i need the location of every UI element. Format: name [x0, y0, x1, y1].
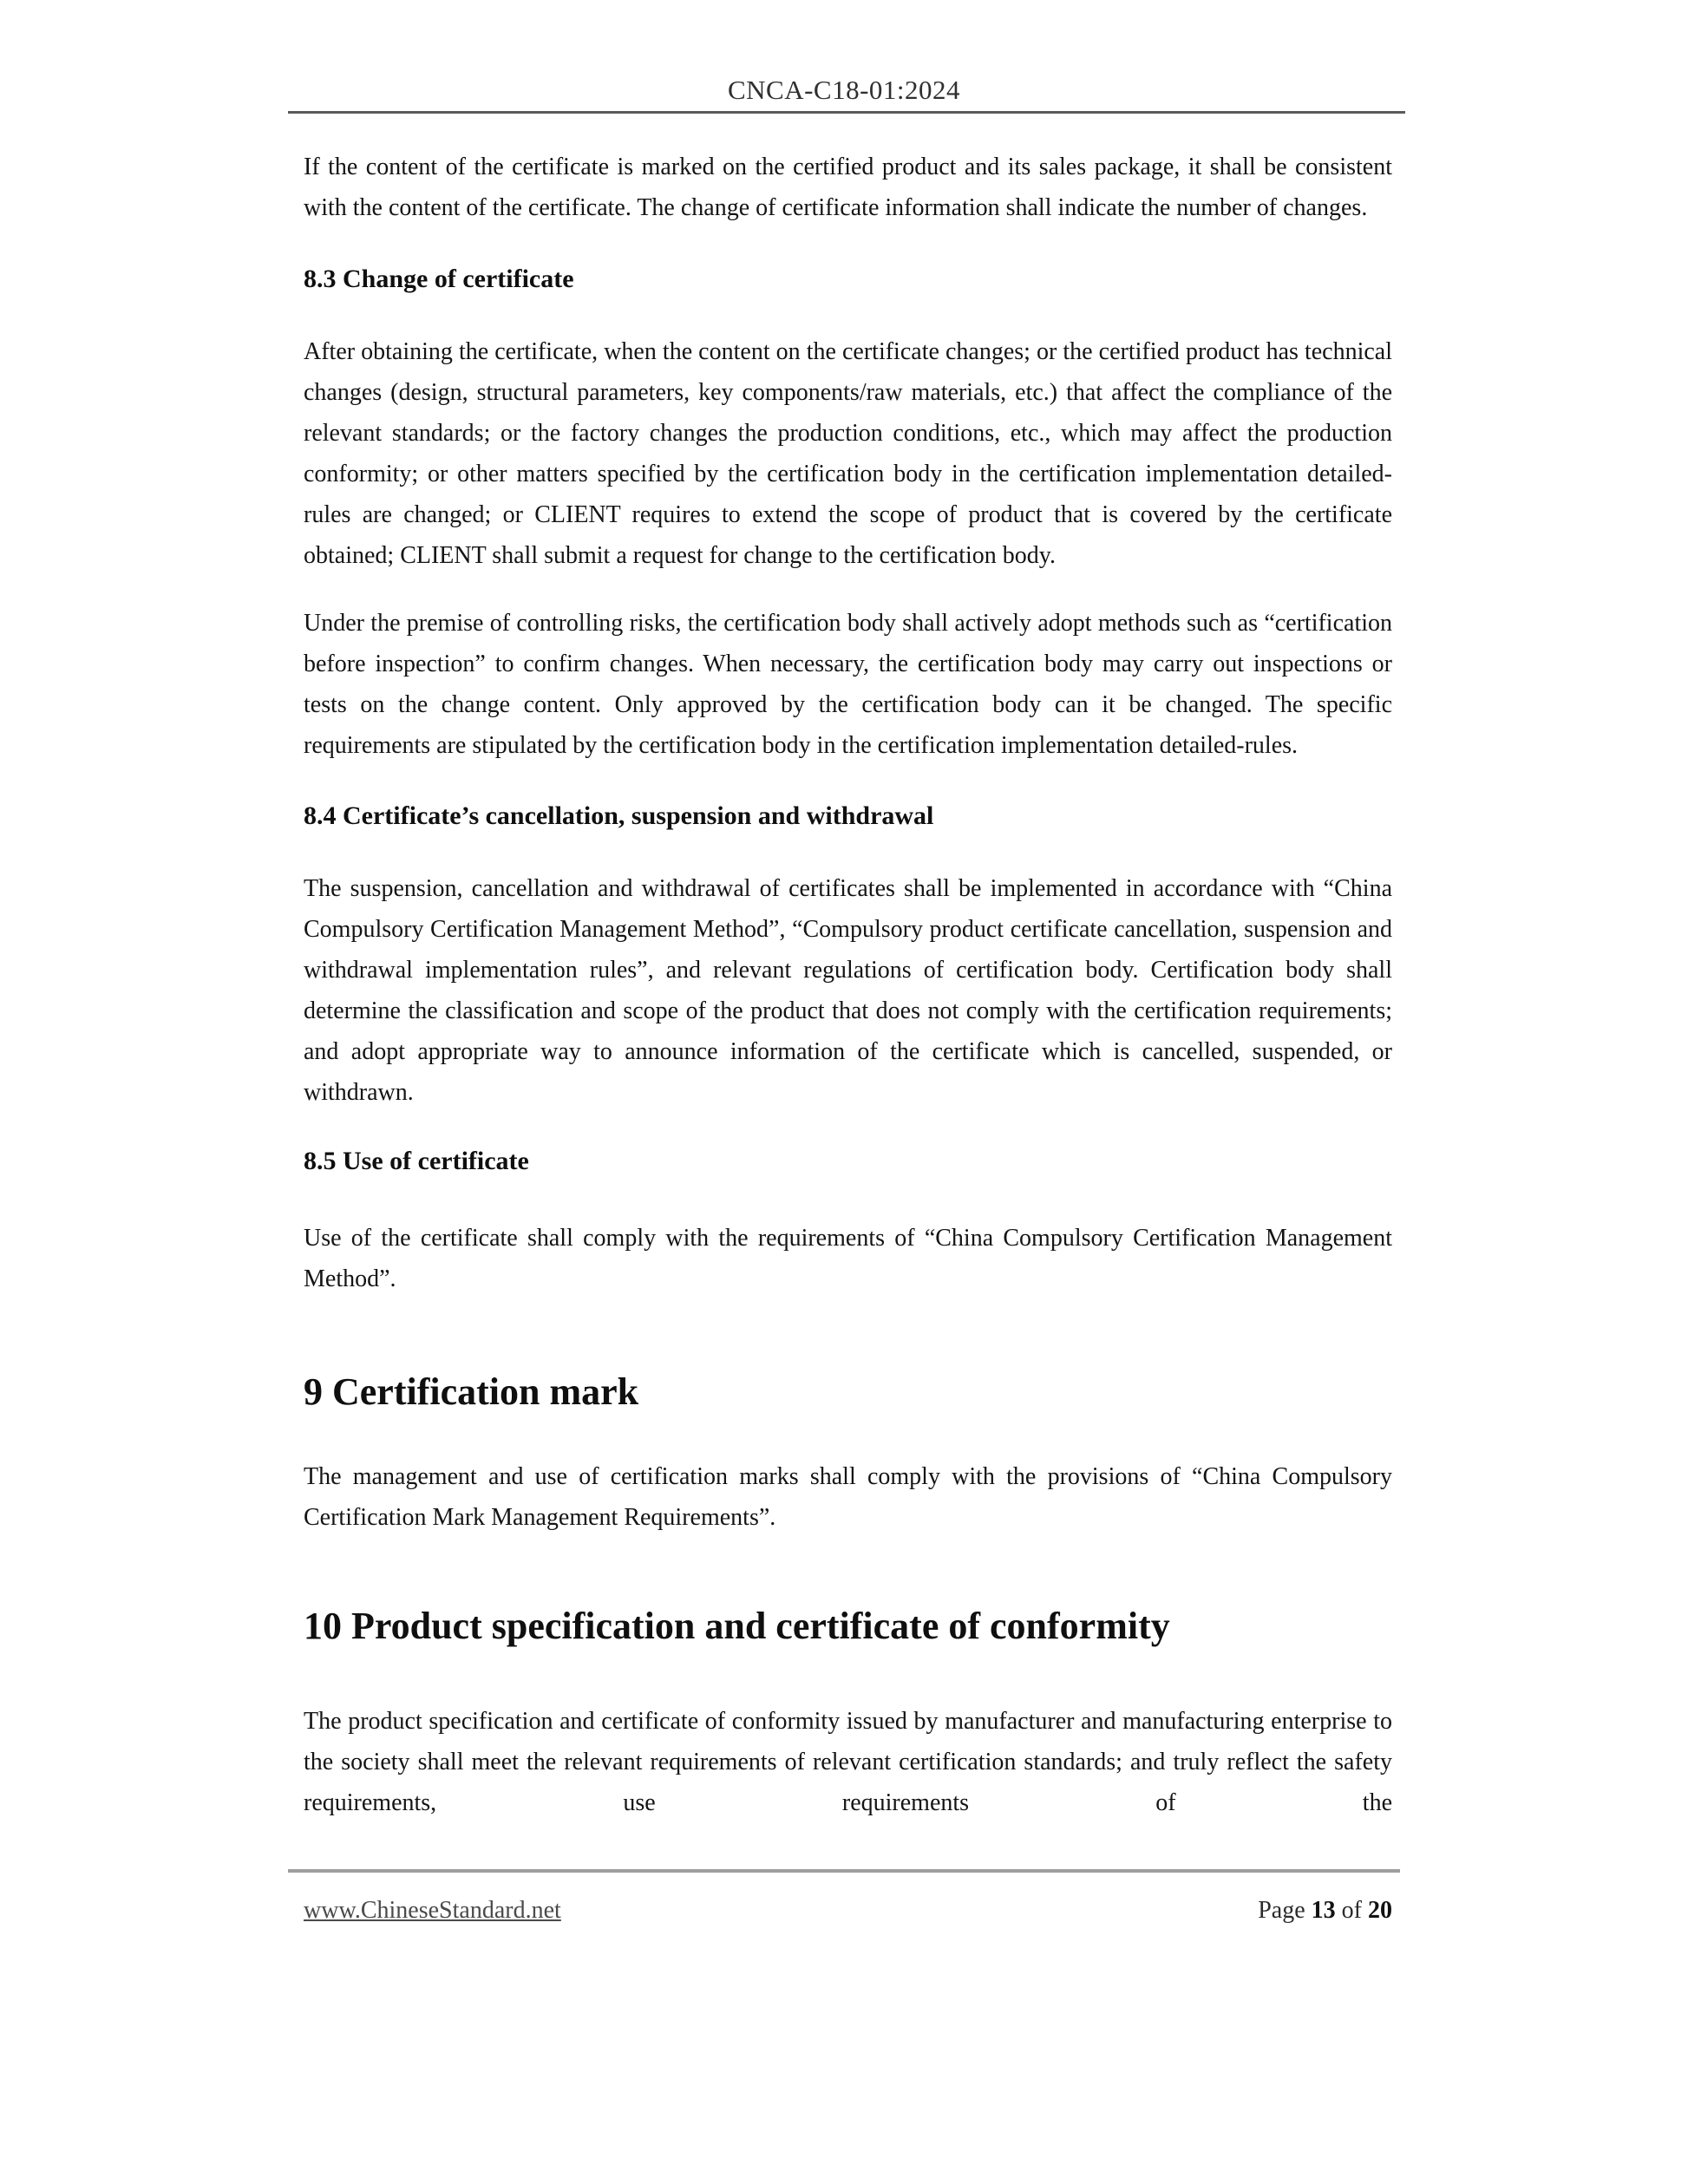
- chapter-heading-10: 10 Product specification and certificate of conformity: [304, 1605, 1170, 1647]
- document-header-code: CNCA-C18-01:2024: [727, 75, 961, 105]
- page-of-label: of: [1341, 1897, 1362, 1924]
- header-divider: [288, 111, 1405, 114]
- footer-divider: [288, 1869, 1400, 1873]
- page-current: 13: [1311, 1897, 1336, 1924]
- section-heading-8-4: 8.4 Certificate’s cancellation, suspension and withdrawal: [304, 801, 934, 830]
- chapter-heading-9: 9 Certification mark: [304, 1370, 639, 1413]
- section-8-4-paragraph: The suspension, cancellation and withdrawal of certificates shall be implemented in accordance with “China Compulsory Certification Management Method”, “Compulsory product certificate cancellation, suspension and withdrawal implementation rules”, and relevant regulations of certification body. Certification body shall determine the classification and scope of the product that does not comply with the certification requirements; and adopt appropriate way to announce information of the certificate which is cancelled, suspended, or withdrawn.: [304, 875, 1392, 1106]
- section-8-3-paragraph-2: Under the premise of controlling risks, the certification body shall actively adopt methods such as “certification before inspection” to confirm changes. When necessary, the certification body may carry out inspections or tests on the change content. Only approved by the certification body can it be changed. The specific requirements are stipulated by the certification body in the certification implementation detailed-rules.: [304, 610, 1392, 759]
- section-8-3-paragraph-1: After obtaining the certificate, when the content on the certificate changes; or the certified product has technical changes (design, structural parameters, key components/raw materials, etc.) that affect the compliance of the relevant standards; or the factory changes the production conditions, etc., which may affect the production conformity; or other matters specified by the certification body in the certification implementation detailed-rules are changed; or CLIENT requires to extend the scope of product that is covered by the certificate obtained; CLIENT shall submit a request for change to the certification body.: [304, 338, 1392, 569]
- page-total: 20: [1368, 1897, 1392, 1924]
- section-heading-8-3: 8.3 Change of certificate: [304, 265, 574, 293]
- footer-site-link[interactable]: www.ChineseStandard.net: [304, 1897, 561, 1924]
- intro-paragraph: If the content of the certificate is marked on the certified product and its sales package, it shall be consistent with the content of the certificate. The change of certificate information shall indicate the number of changes.: [304, 154, 1392, 221]
- page-indicator: [1258, 1895, 1392, 1926]
- chapter-9-paragraph: The management and use of certification marks shall comply with the provisions of “China Compulsory Certification Mark Management Requirements”.: [304, 1463, 1392, 1531]
- page-label: Page: [1258, 1897, 1305, 1924]
- section-8-5-paragraph: Use of the certificate shall comply with the requirements of “China Compulsory Certification Management Method”.: [304, 1225, 1392, 1292]
- section-heading-8-5: 8.5 Use of certificate: [304, 1147, 529, 1175]
- chapter-10-paragraph: The product specification and certificate of conformity issued by manufacturer and manufacturing enterprise to the society shall meet the relevant requirements of relevant certification standards; and truly reflect the safety requirements, use requirements of the: [304, 1708, 1392, 1816]
- document-footer: [304, 1895, 1392, 1926]
- document-body: [304, 147, 1392, 1823]
